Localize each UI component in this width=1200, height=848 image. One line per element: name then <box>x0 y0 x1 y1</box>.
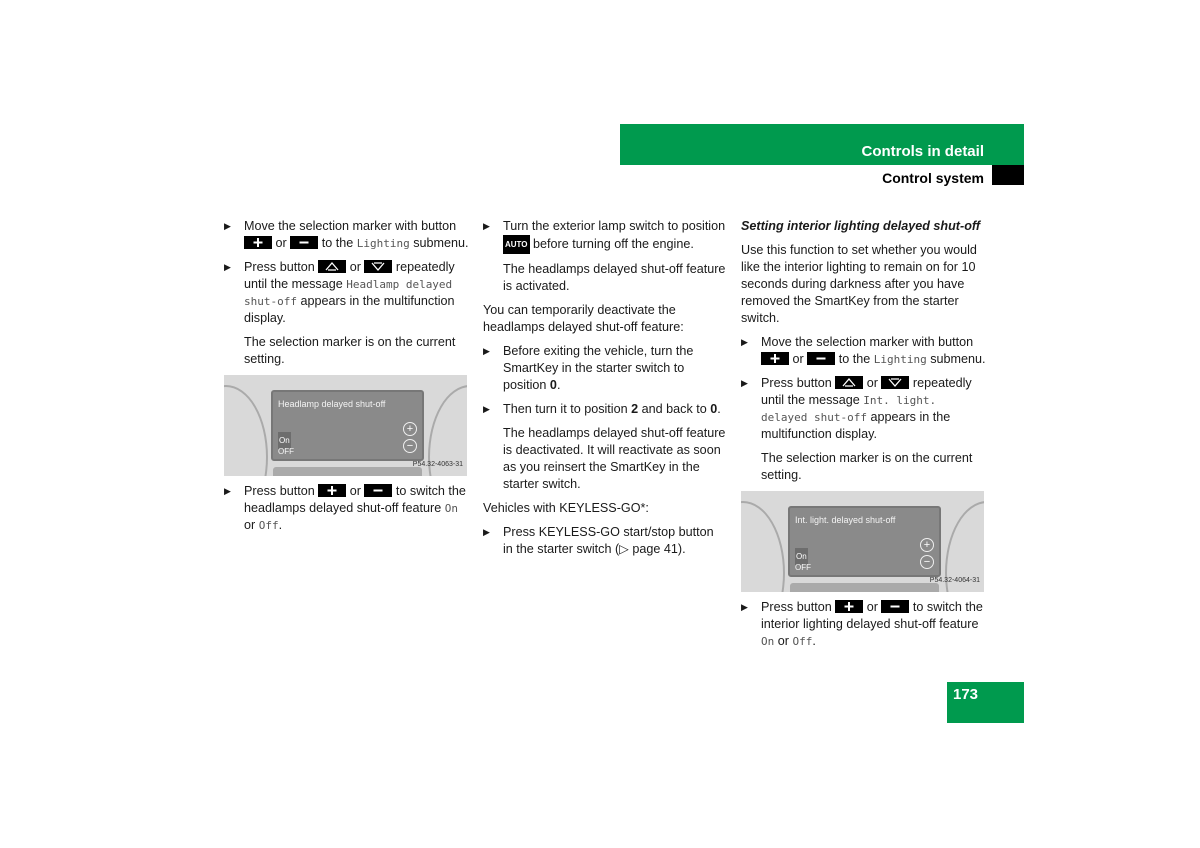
display-panel-interior <box>741 491 984 592</box>
arrow-up-button-icon <box>318 260 346 273</box>
arrow-up-button-icon <box>835 376 863 389</box>
section-subtitle: Control system <box>882 170 984 186</box>
selection-note: The selection marker is on the current setting. <box>761 451 973 482</box>
deactivated-note: The headlamps delayed shut-off feature is deactivated. It will reactivate as soon as you reinsert the SmartKey in the starter switch. <box>503 426 726 491</box>
triangle-right-icon: ▶ <box>741 337 748 347</box>
arrow-down-button-icon <box>881 376 909 389</box>
deactivate-intro: You can temporarily deactivate the headlamps delayed shut-off feature: <box>483 303 684 334</box>
keyless-go-label: Vehicles with KEYLESS-GO*: <box>483 501 649 515</box>
minus-button-icon <box>807 352 835 365</box>
column-2 <box>483 218 726 565</box>
arrow-down-button-icon <box>364 260 392 273</box>
minus-circle-icon: − <box>403 439 417 453</box>
figure-reference: P54.32-4064-31 <box>929 577 980 584</box>
plus-button-icon <box>244 236 272 249</box>
minus-button-icon <box>364 484 392 497</box>
step-lamp-auto: ▶ Turn the exterior lamp switch to position AUTO before turning off the engine. <box>483 218 726 254</box>
gauge-dial-left <box>741 501 785 592</box>
page-number: 173 <box>953 686 979 703</box>
step-move-marker: ▶ Move the selection marker with button or to the Lighting submenu. <box>224 219 469 250</box>
activated-note: The headlamps delayed shut-off feature is activated. <box>503 262 726 293</box>
minus-circle-icon: − <box>920 555 934 569</box>
triangle-right-icon: ▶ <box>224 486 231 496</box>
display-lower-panel <box>273 467 422 476</box>
figure-reference: P54.32-4063-31 <box>412 461 463 468</box>
step-keyless-go: ▶ Press KEYLESS-GO start/stop button in the starter switch (▷ page 41). <box>483 525 714 556</box>
column-3 <box>741 218 987 657</box>
step-turn-back: ▶ Then turn it to position 2 and back to 0. <box>483 402 721 416</box>
triangle-right-icon: ▶ <box>483 404 490 414</box>
triangle-right-icon: ▶ <box>741 602 748 612</box>
step-move-marker: ▶ Move the selection marker with button or to the Lighting submenu. <box>741 335 986 366</box>
step-switch-headlamp: ▶ Press button or to switch the headlamps delayed shut-off feature On or Off. <box>224 484 466 532</box>
multifunction-display: Int. light. delayed shut-off On OFF + − <box>788 506 941 577</box>
section-heading: Setting interior lighting delayed shut-off <box>741 219 981 233</box>
triangle-right-icon: ▶ <box>224 221 231 231</box>
minus-button-icon <box>290 236 318 249</box>
header-marker-block <box>992 165 1024 185</box>
minus-button-icon <box>881 600 909 613</box>
triangle-right-icon: ▶ <box>483 346 490 356</box>
gauge-dial-left <box>224 385 268 476</box>
plus-circle-icon: + <box>403 422 417 436</box>
step-switch-interior: ▶ Press button or to switch the interior lighting delayed shut-off feature On or Off. <box>741 600 983 648</box>
multifunction-display: Headlamp delayed shut-off On OFF + − <box>271 390 424 461</box>
plus-button-icon <box>318 484 346 497</box>
step-press-updown: ▶ Press button or repeatedly until the message Headlamp delayed shut-off appears in the multifunction display. <box>224 260 455 325</box>
triangle-right-icon: ▶ <box>741 378 748 388</box>
selection-note: The selection marker is on the current setting. <box>244 335 456 366</box>
plus-circle-icon: + <box>920 538 934 552</box>
step-press-updown: ▶ Press button or repeatedly until the message Int. light. delayed shut-off appears in the multifunction display. <box>741 376 972 441</box>
auto-symbol: AUTO <box>503 235 530 254</box>
section-title: Controls in detail <box>861 143 984 160</box>
triangle-right-icon: ▶ <box>483 221 490 231</box>
plus-button-icon <box>761 352 789 365</box>
page-number-box <box>947 682 1024 723</box>
column-1 <box>224 218 469 541</box>
display-panel-headlamp <box>224 375 467 476</box>
interior-intro: Use this function to set whether you would like the interior lighting to remain on for 10 seconds during darkness after you have removed the SmartKey from the starter switch. <box>741 243 977 325</box>
step-turn-key: ▶ Before exiting the vehicle, turn the SmartKey in the starter switch to position 0. <box>483 344 694 392</box>
display-lower-panel <box>790 583 939 592</box>
triangle-right-icon: ▶ <box>224 262 231 272</box>
plus-button-icon <box>835 600 863 613</box>
triangle-right-icon: ▶ <box>483 527 490 537</box>
